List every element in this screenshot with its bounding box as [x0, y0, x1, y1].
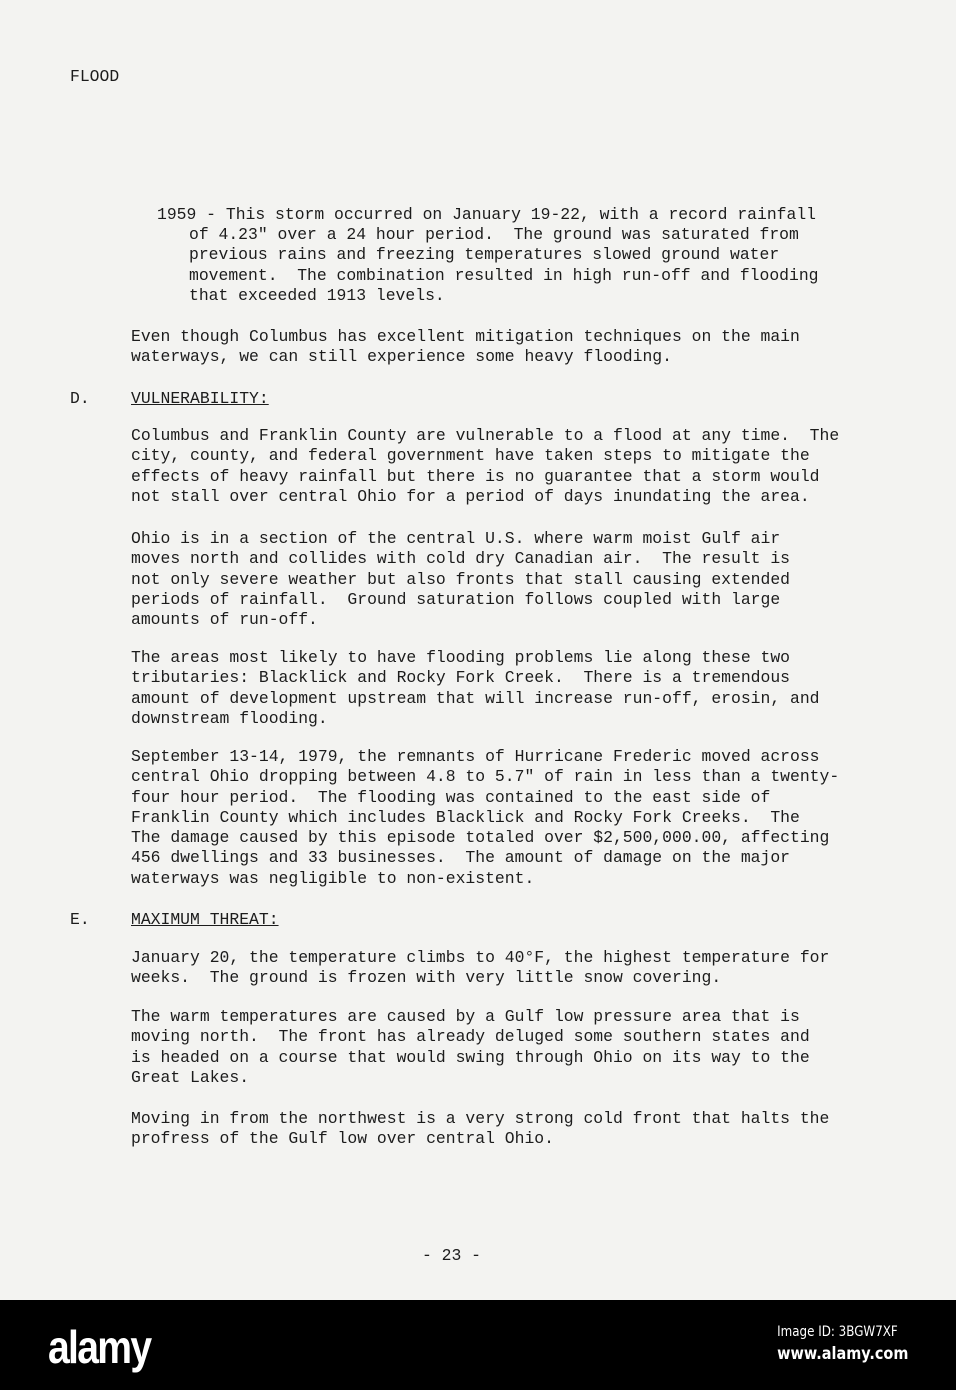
paragraph: Moving in from the northwest is a very strong cold front that halts the profress of the Gulf low over central Ohio.: [131, 1109, 830, 1149]
paragraph: The warm temperatures are caused by a Gulf low pressure area that is moving north. The front has already deluged some southern states and is headed on a course that would swing through Ohio on its way to the Great Lakes.: [131, 1007, 810, 1087]
paragraph: September 13-14, 1979, the remnants of Hurricane Frederic moved across central Ohio dropping between 4.8 to 5.7" of rain in less than a twenty- four hour period. The flooding was contained to the east side of Franklin County which includes Blacklick and Rocky Fork Creeks. The The damage caused by this episode totaled over $2,500,000.00, affecting 456 dwellings and 33 businesses. The amount of damage on the major waterways was negligible to non-existent.: [131, 747, 840, 888]
paragraph-1959-first-line: 1959 - This storm occurred on January 19-22, with a record rainfall: [157, 205, 817, 224]
paragraph-1959-body: of 4.23" over a 24 hour period. The ground was saturated from previous rains and freezing temperatures slowed ground water movement. The combination resulted in high run-off and flooding that exceeded 1913 levels.: [189, 225, 819, 305]
image-info: [777, 1324, 908, 1364]
alamy-logo: alamy: [48, 1321, 151, 1373]
site-url: www.alamy.com: [776, 1344, 908, 1364]
paragraph: Ohio is in a section of the central U.S. where warm moist Gulf air moves north and collides with cold dry Canadian air. The result is not only severe weather but also fronts that stall causing extended periods of rainfall. Ground saturation follows coupled with large amounts of run-off.: [131, 529, 791, 630]
section-header: FLOOD: [70, 67, 120, 86]
page-number: - 23 -: [422, 1246, 482, 1265]
paragraph: The areas most likely to have flooding problems lie along these two tributaries: Blacklick and Rocky Fork Creek. There is a tremendous amount of development upstream that will increase run-off, erosin, and downstream flooding.: [131, 648, 820, 728]
section-e-letter: E.: [70, 910, 90, 929]
section-e-heading: MAXIMUM THREAT:: [131, 910, 279, 929]
image-id: Image ID: 3BGW7XF: [776, 1324, 898, 1340]
paragraph-intro: Even though Columbus has excellent mitigation techniques on the main waterways, we can still experience some heavy flooding.: [131, 327, 800, 367]
section-d-letter: D.: [70, 389, 90, 408]
section-d-heading: VULNERABILITY:: [131, 389, 269, 408]
watermark-bar: [0, 1300, 956, 1390]
paragraph: January 20, the temperature climbs to 40°F, the highest temperature for weeks. The ground is frozen with very little snow covering.: [131, 948, 830, 988]
paragraph: Columbus and Franklin County are vulnerable to a flood at any time. The city, county, and federal government have taken steps to mitigate the effects of heavy rainfall but there is no guarantee that a storm would not stall over central Ohio for a period of days inundating the area.: [131, 426, 840, 506]
